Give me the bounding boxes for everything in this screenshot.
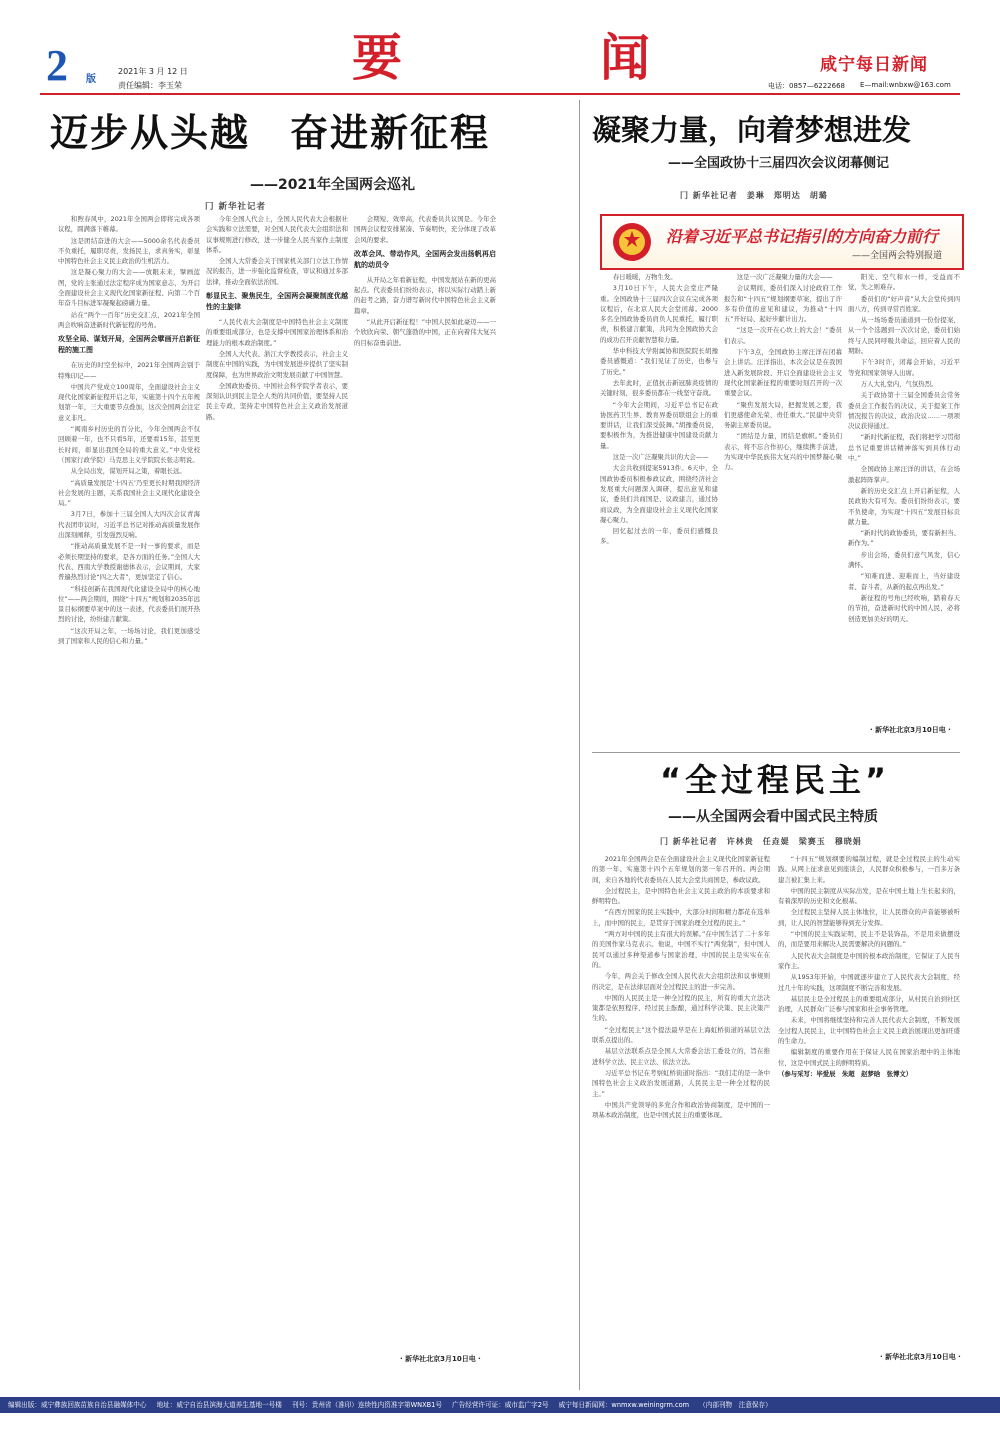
paragraph: 这是凝心聚力的大会——放眼未来，擘画蓝图，党的主张通过法定程序成为国家意志，为开启全面建设社会主义现代化国家新征程、向第二个百年奋斗目标进军凝聚起磅礴力量。 xyxy=(58,268,200,308)
national-emblem-icon xyxy=(612,222,652,262)
byline-bracket: 冂 xyxy=(660,837,673,846)
article3-col1 xyxy=(592,854,770,1380)
paragraph: “全过程民主”这个提法最早是在上海虹桥街道的基层立法联系点提出的。 xyxy=(592,1025,770,1045)
article1-subhead: 攻坚全局、谋划开局，全国两会擘画开启新征程的施工图 xyxy=(58,335,200,355)
paragraph: 和煦春风中，2021年全国两会即将完成各项议程，圆满落下帷幕。 xyxy=(58,215,200,234)
paragraph: 中国的民主制度从实际出发，是在中国土地上生长起来的，有着深厚的历史和文化根基。 xyxy=(778,886,960,906)
paragraph: 2021年全国两会是在全面建设社会主义现代化国家新征程的第一年、实施第十四个五年规划的第一年召开的。两会期间，来自各地的代表委员在人民大会堂共商国是，参政议政。 xyxy=(592,855,770,884)
paragraph: 关于政协第十三届全国委员会常务委员会工作报告的决议、关于提案工作情况报告的决议、政治决议……一项项决议获得通过。 xyxy=(848,391,960,431)
footer-address: 地址：威宁自治县滨海大道养生基地一号楼 xyxy=(156,1401,282,1409)
paragraph: 这是一次广泛凝聚共识的大会—— xyxy=(612,453,709,462)
paragraph: 步出会场，委员们意气风发，信心满怀。 xyxy=(848,550,960,570)
paragraph: 新的历史交汇点上开启新征程，人民政协大有可为。委员们纷纷表示，要不负使命，为实现“十四五”发展目标贡献力量。 xyxy=(848,486,960,526)
masthead-rule xyxy=(40,93,960,95)
footer-website[interactable]: 威宁每日新闻网：wnmxw.weiningrm.com xyxy=(558,1401,690,1409)
paragraph: 在历史的时空坐标中，2021年全国两会别于特殊印记—— xyxy=(58,361,200,380)
paragraph: 春日暖暖，万物生发。 xyxy=(612,273,677,281)
paragraph: 新征程的号角已经吹响，踏着春天的节拍，奋进新时代的中国人民，必将创造更加美好的明天。 xyxy=(848,593,960,623)
article3-byline: 冂 新华社记者 许林贵 任垚媞 梁赛玉 穆晓娟 xyxy=(660,837,862,846)
paragraph: “新时代的政协委员，要有新担当、新作为。” xyxy=(848,529,960,548)
article2-col1 xyxy=(600,272,718,742)
paragraph: “高质量发展是‘十四五’乃至更长时期我国经济社会发展的主题，关系我国社会主义现代化建设全局。” xyxy=(58,478,200,508)
paragraph: 全国政协主席汪洋的讲话，在会场激起阵阵掌声。 xyxy=(848,465,960,484)
article2-subtitle: ——全国政协十三届四次会议闭幕侧记 xyxy=(668,156,890,171)
paragraph: 全国人大常委会关于国家机关部门立法工作情况的报告，进一步强化监督检查，审议和通过多部法律，推动全面依法治国。 xyxy=(206,257,348,286)
paragraph: 人民代表大会制度是中国的根本政治制度，它保证了人民当家作主。 xyxy=(778,951,960,970)
article1-subtitle: ——2021年全国两会巡礼 xyxy=(250,177,415,193)
paragraph: 大会共收到提案5913件。6天中，全国政协委员积极参政议政，围绕经济社会发展重大问题深入调研，提出意见和建议，委员们共商国是、议政建言，通过协商议政，为全面建设社会主义现代化国家凝心聚力。 xyxy=(600,464,718,524)
paragraph: 下午3点，全国政协主席汪洋在闭幕会上讲话。汪洋指出，本次会议是在我国进入新发展阶段、开启全面建设社会主义现代化国家新征程的重要时刻召开的一次重要会议。 xyxy=(724,348,842,398)
paragraph: 回忆起过去的一年，委员们感慨良多。 xyxy=(600,527,718,546)
paragraph: 习近平总书记在考察虹桥街道时指出：“我们走的是一条中国特色社会主义政治发展道路，人民民主是一种全过程的民主。” xyxy=(592,1068,770,1098)
paragraph: “这是一次开在心坎上的大会！”委员们表示。 xyxy=(724,326,842,345)
paragraph: 今年，两会关于修改全国人民代表大会组织法和议事规则的决定，是在法律层面对全过程民主的进一步完善。 xyxy=(592,972,770,991)
paragraph: 万人大礼堂内，气氛热烈。 xyxy=(860,379,938,388)
paragraph: 3月10日下午，人民大会堂庄严隆重。全国政协十三届四次会议在完成各项议程后，在北京人民大会堂闭幕。2000多名全国政协委员肩负人民重托，履行职责，积极建言献策，共同为全国政协大会的成功召开贡献智慧和力量。 xyxy=(600,284,718,344)
section-divider xyxy=(592,752,960,753)
paragraph: “新时代新征程，我们将把学习贯彻总书记重要讲话精神落实到具体行动中。” xyxy=(848,433,960,463)
phone: 电话：0857—6222668 xyxy=(768,82,845,90)
paragraph: 站在“两个一百年”历史交汇点，2021年全国两会吹响奋进新时代新征程的号角。 xyxy=(58,310,200,329)
article3-dateline: · 新华社北京3月10日电 · xyxy=(880,1353,961,1361)
paragraph: “十四五”规划纲要的编制过程，就是全过程民主的生动实践。从网上征求意见到座谈会，人民群众积极参与，一百多万条建言被汇集上来。 xyxy=(778,855,960,884)
paragraph: 这是一次广泛凝聚力量的大会—— xyxy=(736,273,833,281)
paragraph: 基层民主是全过程民主的重要组成部分，从村民自治到社区治理，人民群众广泛参与国家和社会事务管理。 xyxy=(778,994,960,1014)
paragraph: “知难而进、迎难而上，当好建设者、奋斗者，从新的起点再出发。” xyxy=(848,572,960,591)
paragraph: “两方对中国的民主有很大的误解。”在中国生活了二十多年的美国作家马克表示。他说，中国不实行“两党制”，但中国人民可以通过多种渠道参与国家治理，中国的民主是实实在在的。 xyxy=(592,930,770,969)
section-title-right: 闻 xyxy=(600,30,650,86)
paragraph: “团结是力量，团结是旗帜。”委员们表示，将不忘合作初心，继续携手前进，为实现中华民族伟大复兴的中国梦凝心聚力。 xyxy=(724,432,842,472)
special-report-banner xyxy=(600,214,964,270)
byline-bracket: 冂 xyxy=(680,191,693,200)
article2-col2 xyxy=(724,272,842,742)
footer-permit: 刊号：贵州省（准印）连续性内资准字第WNXB1号 xyxy=(291,1401,442,1409)
email: E—mail:wnbxw@163.com xyxy=(860,81,951,89)
article1-subhead: 彰显民主、聚焦民生，全国两会凝聚制度优越性的主旋律 xyxy=(206,292,348,312)
paragraph: 基层立法联系点是全国人大常委会法工委设立的，旨在推进科学立法、民主立法、依法立法。 xyxy=(592,1047,770,1066)
paragraph: 未来，中国将继续坚持和完善人民代表大会制度，不断发展全过程人民民主，让中国特色社会主义民主政治展现出更加旺盛的生命力。 xyxy=(778,1016,960,1046)
paragraph: 华中科技大学附属协和医院院长胡豫委员感慨道：“我们见证了历史，也参与了历史。” xyxy=(600,347,718,376)
article3-credits: （参与采写：毕爱辰 朱超 赵梦晗 张博文） xyxy=(778,1069,913,1078)
paragraph: 会议期间，委员们深入讨论政府工作报告和“十四五”规划纲要草案，提出了许多有价值的意见和建议，为推动“十四五”开好局、起好步献计出力。 xyxy=(724,284,842,324)
paragraph: “从此开启新征程！”中国人民如此豪迈——一个欣欣向荣、朝气蓬勃的中国，正在向着伟大复兴的目标奋勇前进。 xyxy=(354,318,496,347)
page-unit: 版 xyxy=(86,74,96,85)
article3-subtitle: ——从全国两会看中国式民主特质 xyxy=(668,809,878,825)
paragraph: 会期短、效率高，代表委员共议国是。今年全国两会议程安排紧凑、节奏明快，充分体现了改革会风的要求。 xyxy=(354,215,496,244)
article1-col3 xyxy=(354,214,496,1379)
column-divider xyxy=(579,100,580,1390)
paragraph: 这是团结奋进的大会——5000余名代表委员不负重托，履职尽责，发扬民主，求真务实，彰显中国特色社会主义民主政治的生机活力。 xyxy=(58,236,200,266)
paragraph: 全过程民主，是中国特色社会主义民主政治的本质要求和鲜明特色。 xyxy=(592,886,770,906)
article1-dateline: · 新华社北京3月10日电 · xyxy=(400,1355,481,1363)
banner-title: 沿着习近平总书记指引的方向奋力前行 xyxy=(666,227,939,246)
section-title-left: 要 xyxy=(352,30,402,86)
paragraph: 下午3时许，闭幕会开始，习近平等党和国家领导人出席。 xyxy=(848,358,960,377)
editor: 责任编辑：李玉荣 xyxy=(118,81,182,90)
paragraph: “推动高质量发展不是一时一事的要求，而是必须长期坚持的要求，是各方面的任务。”全国人大代表、西南大学教授谢德体表示，会议期间，大家普遍热烈讨论“四之大者”，更加坚定了信心。 xyxy=(58,542,200,582)
paragraph: 从1953年开始，中国就逐步建立了人民代表大会制度，经过几十年的实践，这项制度不断完善和发展。 xyxy=(778,973,960,992)
article3-col2 xyxy=(778,854,960,1344)
paper-name: 咸宁每日新闻 xyxy=(820,55,928,75)
paragraph: 今年全国人代会上，全国人民代表大会根据社会实践和立法需要，对全国人民代表大会组织法和议事规则进行修改，进一步健全人民当家作主制度体系。 xyxy=(206,215,348,254)
paragraph: 从一场场委员通道到一份份提案，从一个个选题到一次次讨论，委员们始终与人民同呼吸共命运，回应着人民的期盼。 xyxy=(848,316,960,356)
paragraph: 全过程民主坚持人民主体地位，让人民群众的声音能够被听到，让人民的智慧能够得到充分发挥。 xyxy=(778,908,960,927)
byline-bracket: 冂 xyxy=(205,202,219,212)
issue-date: 2021年 3 月 12 日 xyxy=(118,67,188,76)
paragraph: 从全局出发，谋划开局之策，着眼长远。 xyxy=(70,467,186,476)
paragraph: 全国人大代表、浙江大学教授表示，社会主义制度在中国的实践，为中国发展进步提供了坚实制度保障，也为世界政治文明发展贡献了中国智慧。 xyxy=(206,349,348,379)
paragraph: “闽南乡村历史的百分比，今年全国两会不仅回顾着一年，也不只看5年，还要看15年，甚至更长时间，彰显出我国全局的重大意义。”中央党校（国家行政学院）马克思主义学院院长张志明说。 xyxy=(58,425,200,464)
article1-col2 xyxy=(206,214,348,1379)
paragraph: “中国的民主实践证明，民主不是装饰品，不是用来做摆设的，而是要用来解决人民需要解决的问题的。” xyxy=(778,930,960,949)
paragraph: 从开局之年看新征程，中国发展站在新的更高起点。代表委员们纷纷表示，将以实际行动踏上新的赶考之路，奋力谱写新时代中国特色社会主义新篇章。 xyxy=(354,275,496,315)
paragraph: “在西方国家的民主实践中，大部分时间和精力都花在选举上，而中国的民主，是贯穿于国家治理全过程的民主。” xyxy=(592,908,770,927)
footer-publisher: 编辑出版：威宁彝族回族苗族自治县融媒体中心 xyxy=(8,1401,147,1409)
paragraph: “聚焦发展大局，把握发展之要，我们更感使命光荣、责任重大。”民建中央常务副主席委员说。 xyxy=(724,400,842,430)
paragraph: 中国的人民民主是一种全过程的民主，所有的重大立法决策都是依照程序、经过民主酝酿，通过科学决策、民主决策产生的。 xyxy=(592,993,770,1023)
paragraph: “科技创新在我国现代化建设全局中的核心地位”——两会期间，围绕“十四五”规划和2035年远景目标纲要草案中的这一表述，代表委员们展开热烈的讨论，纷纷建言献策。 xyxy=(58,584,200,624)
paragraph: “人民代表大会制度是中国特色社会主义制度的重要组成部分，也是支撑中国国家治理体系和治理能力的根本政治制度。” xyxy=(206,318,348,347)
paragraph: 3月7日，参加十三届全国人大四次会议青海代表团审议时，习近平总书记对推动高质量发展作出深刻阐释，引发强烈反响。 xyxy=(58,510,200,540)
article2-dateline: · 新华社北京3月10日电 · xyxy=(870,726,951,734)
paragraph: 中国共产党成立100周年，全面建设社会主义现代化国家新征程开启之年，实施第十四个五年规划第一年，三大重要节点叠加，这次全国两会注定意义非凡。 xyxy=(58,382,200,422)
paragraph: 去年此时，正值抗击新冠肺炎疫情的关键时刻，很多委员都在一线坚守奋战。 xyxy=(600,378,718,398)
article1-title: 迈步从头越 奋进新征程 xyxy=(50,111,491,155)
paragraph: 编辑制度的重要作用在于保证人民在国家治理中的主体地位，这是中国式民主的鲜明特质。 xyxy=(778,1048,960,1067)
page-number: 2 xyxy=(46,41,68,90)
footer-note: （内部刊物 注意保存） xyxy=(699,1401,772,1409)
paragraph: “这次开局之年，一场场讨论，我们更加感受到了国家和人民的信心和力量。” xyxy=(58,626,200,645)
article1-subhead: 改革会风、带动作风，全国两会发出扬帆再启航的动员令 xyxy=(354,249,496,269)
paragraph: 委员们的“好声音”从大会堂传到四面八方，传到寻常百姓家。 xyxy=(848,294,960,313)
paragraph: 中国共产党领导的多党合作和政治协商制度，是中国的一项基本政治制度，也是中国式民主的重要体现。 xyxy=(592,1100,770,1120)
paragraph: “今年大会期间，习近平总书记在政协医药卫生界、教育界委员联组会上的重要讲话，让我们深受鼓舞。”胡豫委员说，要积极作为，为推进健康中国建设贡献力量。 xyxy=(600,400,718,450)
article1-byline: 冂 新华社记者 xyxy=(205,202,266,212)
article2-byline: 冂 新华社记者 姜琳 郑明达 胡璐 xyxy=(680,191,828,200)
article2-col3 xyxy=(848,272,960,712)
article3-title: “全过程民主” xyxy=(660,761,891,799)
paragraph: 阳光、空气和水一样，受益而不觉，失之则难存。 xyxy=(848,273,960,292)
article1-col1 xyxy=(58,214,200,1379)
banner-subtitle: ——全国两会特别报道 xyxy=(852,251,943,261)
article2-title: 凝聚力量，向着梦想进发 xyxy=(592,113,912,147)
footer-bar xyxy=(0,1397,1000,1413)
paragraph: 全国政协委员、中国社会科学院学者表示，要深刻认识到民主是全人类的共同价值，要坚持人民民主专政，坚持走中国特色社会主义政治发展道路。 xyxy=(206,381,348,421)
footer-ad-license: 广告经营许可证：威市监广字2号 xyxy=(452,1401,549,1409)
